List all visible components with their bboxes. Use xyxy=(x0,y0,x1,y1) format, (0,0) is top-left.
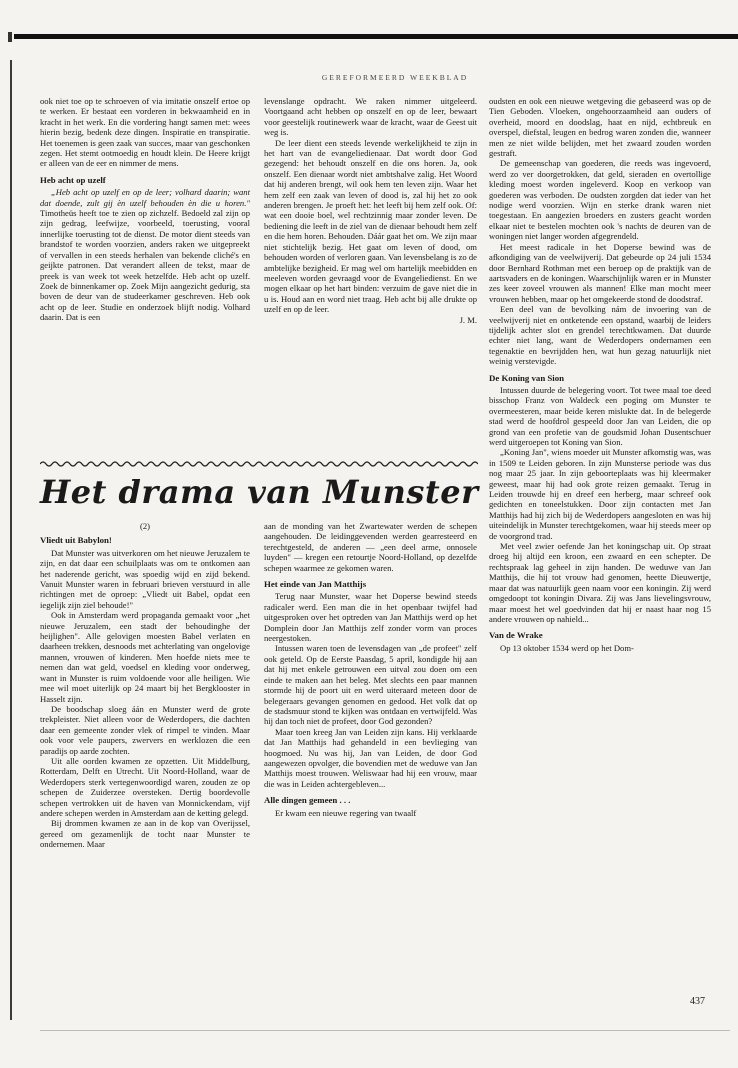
paragraph: De boodschap sloeg áán en Munster werd de grote trekpleister. Niet alleen voor de Wederdopers, die dachten daar een gemeente zonder vlek of rimpel te vinden. Maar ook voor vele paupers, zwervers en werklozen die een paradijs op aarde zochten. xyxy=(40,703,250,756)
section-heading: De Koning van Sion xyxy=(489,372,565,383)
paragraph: levenslange opdracht. We raken nimmer uitgeleerd. Voortgaand acht hebben op onszelf en op de leer, bewaart voor geestelijk routinewerk waar de kracht, waar de Geest uit weg is. xyxy=(264,96,477,138)
paragraph: Uit alle oorden kwamen ze opzetten. Uit Middelburg, Rotterdam, Delft en Utrecht. Uit Noord-Holland, waar de Wederdopers sterk vertegenwoordigd waren, zouden ze op schepen de Zuiderzee oversteken. Dertig boordevolle schepen vertrokken uit de haven van Monnickendam, vijf andere schepen werden in Amsterdam aan de ketting gelegd. xyxy=(40,755,250,818)
paragraph: Het meest radicale in het Doperse bewind was de afkondiging van de veelwijverij. Dat gebeurde op 24 juli 1534 door Bernhard Rothman met een beroep op de praktijk van de aartsvaders en de koningen. Waarschijnlijk waren er in Munster zes keer zoveel vrouwen als mannen! Elke man mocht meer vrouwen hebben, maar op het omgekeerde stond de doodstraf. xyxy=(489,241,711,304)
bottom-rule xyxy=(40,1030,730,1031)
page-spine xyxy=(10,60,12,1020)
wavy-divider xyxy=(40,460,478,468)
paragraph: „Koning Jan", wiens moeder uit Munster afkomstig was, was in 1509 te Leiden geboren. In zijn Munsterse periode was dus nog maar 25 jaar. In zijn geboorteplaats was hij kleermaker geweest, maar hij had ook grote reizen gemaakt. Terug in Leiden trouwde hij en dreef een herberg, maar schreef ook gedichten en toneelstukken. Door zijn contacten met Jan Matthijs had hij zich bij de Wederdopers aangesloten en was hij uiteindelijk in Munster terechtgekomen, waar hij steeds meer op de voorgrond trad. xyxy=(489,447,711,541)
paragraph: Maar toen kreeg Jan van Leiden zijn kans. Hij verklaarde dat Jan Matthijs had gehandeld in een bevlieging van hoogmoed. Nu was hij, Jan van Leiden, de door God aangewezen opvolger, die bovendien met de weduwe van Jan Matthijs moest trouwen. Weliswaar had hij een vrouw, maar die was in Leiden achtergebleven... xyxy=(264,726,477,789)
paragraph: Terug naar Munster, waar het Doperse bewind steeds radicaler werd. Een man die in het openbaar twijfel had uitgesproken over het optreden van Jan Matthijs werd op het Domplein door Jan Matthijs zelf zonder vorm van proces neergestoken. xyxy=(264,591,477,644)
paragraph: Een deel van de bevolking nám de invoering van de veelwijverij niet en ontketende een opstand, waarbij de leiders tijdelijk achter slot en grendel terechtkwamen. Dat duurde echter niet lang, want de Wederdopers ondernamen een tegenaktie en bevrijdden hen, wat hun gezag natuurlijk niet weinig verstevigde. xyxy=(489,304,711,367)
article-title: Het drama van Munster xyxy=(40,473,479,511)
scripture-quote: „Heb acht op uzelf en op de leer; volhard daarin; want dat doende, zult gij èn uzelf behouden èn die u horen." xyxy=(40,187,250,208)
article1-column1 xyxy=(40,96,250,323)
article2-column2 xyxy=(264,521,477,818)
article2-column1 xyxy=(40,521,250,850)
section-heading: Het einde van Jan Matthijs xyxy=(264,579,367,590)
paragraph: Intussen waren toen de levensdagen van „de profeet" zelf ook geteld. Op de Eerste Paasdag, 5 april, kondigde hij aan dat hij met enkele getrouwen een uitval zou doen om een einde te maken aan het beleg. Met slechts een paar mannen stormde hij de poort uit en werd uiteraard meteen door de belegeraars gevangen genomen en gedood. Het volk dat op de stadsmuur stond te kijken was ontdaan en vertwijfeld. Was hij dan toch niet de profeet, door God gezonden? xyxy=(264,643,477,727)
article1-column2 xyxy=(264,96,477,325)
section-heading: Heb acht op uzelf xyxy=(40,174,106,185)
part-number: (2) xyxy=(139,521,151,531)
top-black-bar xyxy=(14,34,738,39)
paragraph: ook niet toe op te schroeven of via imitatie onszelf ertoe op te werken. Er bestaat een vorderen in bekwaamheid en in kracht in het werk. En die vordering hangt samen met: wees hierin bezig, bedenk deze dingen. Inspiratie en transpiratie. Het toenemen is geen zaak van succes, maar van geschonken zegen. Het stemt ootmoedig en houdt klein. De Heere krijgt er alleen van de eer en nimmer de mens. xyxy=(40,96,250,169)
article2-column3 xyxy=(489,96,711,653)
section-heading: Van de Wrake xyxy=(489,630,543,641)
paragraph: Met veel zwier oefende Jan het koningschap uit. Op straat droeg hij altijd een kroon, een zwaard en een schepter. De rechtspraak lag geheel in zijn handen. De weduwe van Jan Matthijs, die hij tot vrouw had genomen, heette Dieuwertje, maar dat was natuurlijk geen naam voor een koningin. Zij werd omgedoopt tot koningin Divara. Zij was Jans lievelingsvrouw, maar moest het wel goedvinden dat hij er naast haar nog 15 andere vrouwen op nahield... xyxy=(489,541,711,624)
paragraph: Dat Munster was uitverkoren om het nieuwe Jeruzalem te zijn, en dat daar een schuilplaats was om te ontkomen aan het naderende gericht, was spoedig wijd en zijd bekend. Vanuit Munster waren in februari brieven verstuurd in alle richtingen met de oproep: „Vliedt uit Babel, opdat een iegelijk zijn ziel behoude!" xyxy=(40,547,250,610)
paragraph: Intussen duurde de belegering voort. Tot twee maal toe deed bisschop Franz von Waldeck een poging om Munster te overmeesteren, maar beide keren mislukte dat. In de belegerde stad werd de hoofdrol gespeeld door Jan van Leiden, die op grond van een profetie van de goudsmid Johan Dusentschuer werd uitgeroepen tot Koning van Sion. xyxy=(489,384,711,447)
paragraph: De leer dient een steeds levende werkelijkheid te zijn in het hart van de evangeliedienaar. Dat wordt door God gezegend: het behoudt onszelf en die ons horen. Ja, ook onszelf. Een dienaar wordt niet ambtshalve zalig. Het Woord dat hij anderen brengt, wil ook hem ten leven zijn. Waar het hem zelf een zaak van leven of dood is, zal hij het zo ook anderen brengen. Je proeft het: het leeft bij hem zelf ook. Of: wat een dooie boel, wel rechtzinnig maar zonder leven. De bediening die leeft in de ziel van de dienaar behoudt hem zelf en die hem horen. Behouden. Dáár gaat het om. We zijn maar niet stichtelijk bezig. Het gaat om leven of dood, om behouden worden of verloren gaan. Van levensbelang is zo de ambtelijke bezigheid. Er mag wel om hartelijk meebidden en meeleven worden gevraagd voor de Evangeliedienst. En we mogen elkaar op het hart binden: verzuim de gave niet die in u is. Houd aan en word niet traag. Heb acht bij alle drukte op uzelf en op de leer. xyxy=(264,137,477,315)
section-heading: Vliedt uit Babylon! xyxy=(40,535,112,546)
paragraph: De gemeenschap van goederen, die reeds was ingevoerd, werd zo ver doorgetrokken, dat geld, sieraden en overtollige kleding moest worden ingeleverd. Koop en verkoop van goederen was verboden. De oudsten zorgden dat ieder van het nodige werd voorzien. Wijn en sterke drank waren niet toegestaan. En aangezien broeders en zusters geacht worden elkaar niet te bestelen mochten ook 's nachts de deuren van de woningen niet langer worden afgegrendeld. xyxy=(489,158,711,242)
paragraph: Ook in Amsterdam werd propaganda gemaakt voor „het nieuwe Jeruzalem, een stadt der behoudinghe der heijlighen". Alle gelovigen moesten Babel verlaten en daarheen trekken, desnoods met achterlating van ongelovige mannen, vrouwen of kinderen. Men hoefde niets mee te nemen dan wat geld, voedsel en kleding voor onderweg, want in Munster is ruim voldoende voor alle heiligen. Wie mee wil moet uiterlijk op 24 maart bij het Bergklooster in Hasselt zijn. xyxy=(40,610,250,704)
paragraph: Er kwam een nieuwe regering van twaalf xyxy=(275,807,417,818)
paragraph xyxy=(40,187,250,322)
paragraph: Op 13 oktober 1534 werd op het Dom- xyxy=(500,642,634,653)
page-number: 437 xyxy=(690,996,705,1007)
paragraph: Bij drommen kwamen ze aan in de kop van Overijssel, gereed om gezamenlijk de tocht naar Munster te ondernemen. Maar xyxy=(40,818,250,850)
author-signature: J. M. xyxy=(459,314,477,325)
paragraph-text: Timotheüs heeft toe te zien op zichzelf. Bedoeld zal zijn op zijn gedrag, leefwijze, voorbeeld, toerusting, vooral innerlijke toerusting tot de dienst. De motor dient steeds van brandstof te worden voorzien, anders raken we uitgepreekt of vervallen in een steeds herhalen van bekende cliché's en geijkte patronen. Dat verandert alleen de tekst, maar de preek is van week tot week hetzelfde. Heb acht op uzelf. Zoek de binnenkamer op. Zoek Mijn aangezicht gedurig, sta boven de deur van de studeerkamer geschreven. Heb ook acht op de leer. Studie en onderzoek blijft nodig. Volhard daarin. Dat is een xyxy=(40,208,250,323)
paragraph: aan de monding van het Zwartewater werden de schepen aangehouden. De leidinggevenden werden gearresteerd en terechtgesteld, de anderen — „een deel arme, onnosele luyden" — kregen een retourtje Noord-Holland, op dezelfde schepen waarmee ze gekomen waren. xyxy=(264,521,477,573)
section-heading: Alle dingen gemeen . . . xyxy=(264,795,351,806)
paragraph: oudsten en ook een nieuwe wetgeving die gebaseerd was op de Tien Geboden. Vloeken, ongehoorzaamheid aan ouders of overheid, moord en doodslag, haat en nijd, echtbreuk en overspel, diefstal, leugen en bedrog waren zonden die, wanneer men ze niet wilde belijden, met het zwaard zouden worden gestraft. xyxy=(489,96,711,159)
corner-mark xyxy=(8,32,12,42)
running-head: GEREFORMEERD WEEKBLAD xyxy=(321,73,469,82)
